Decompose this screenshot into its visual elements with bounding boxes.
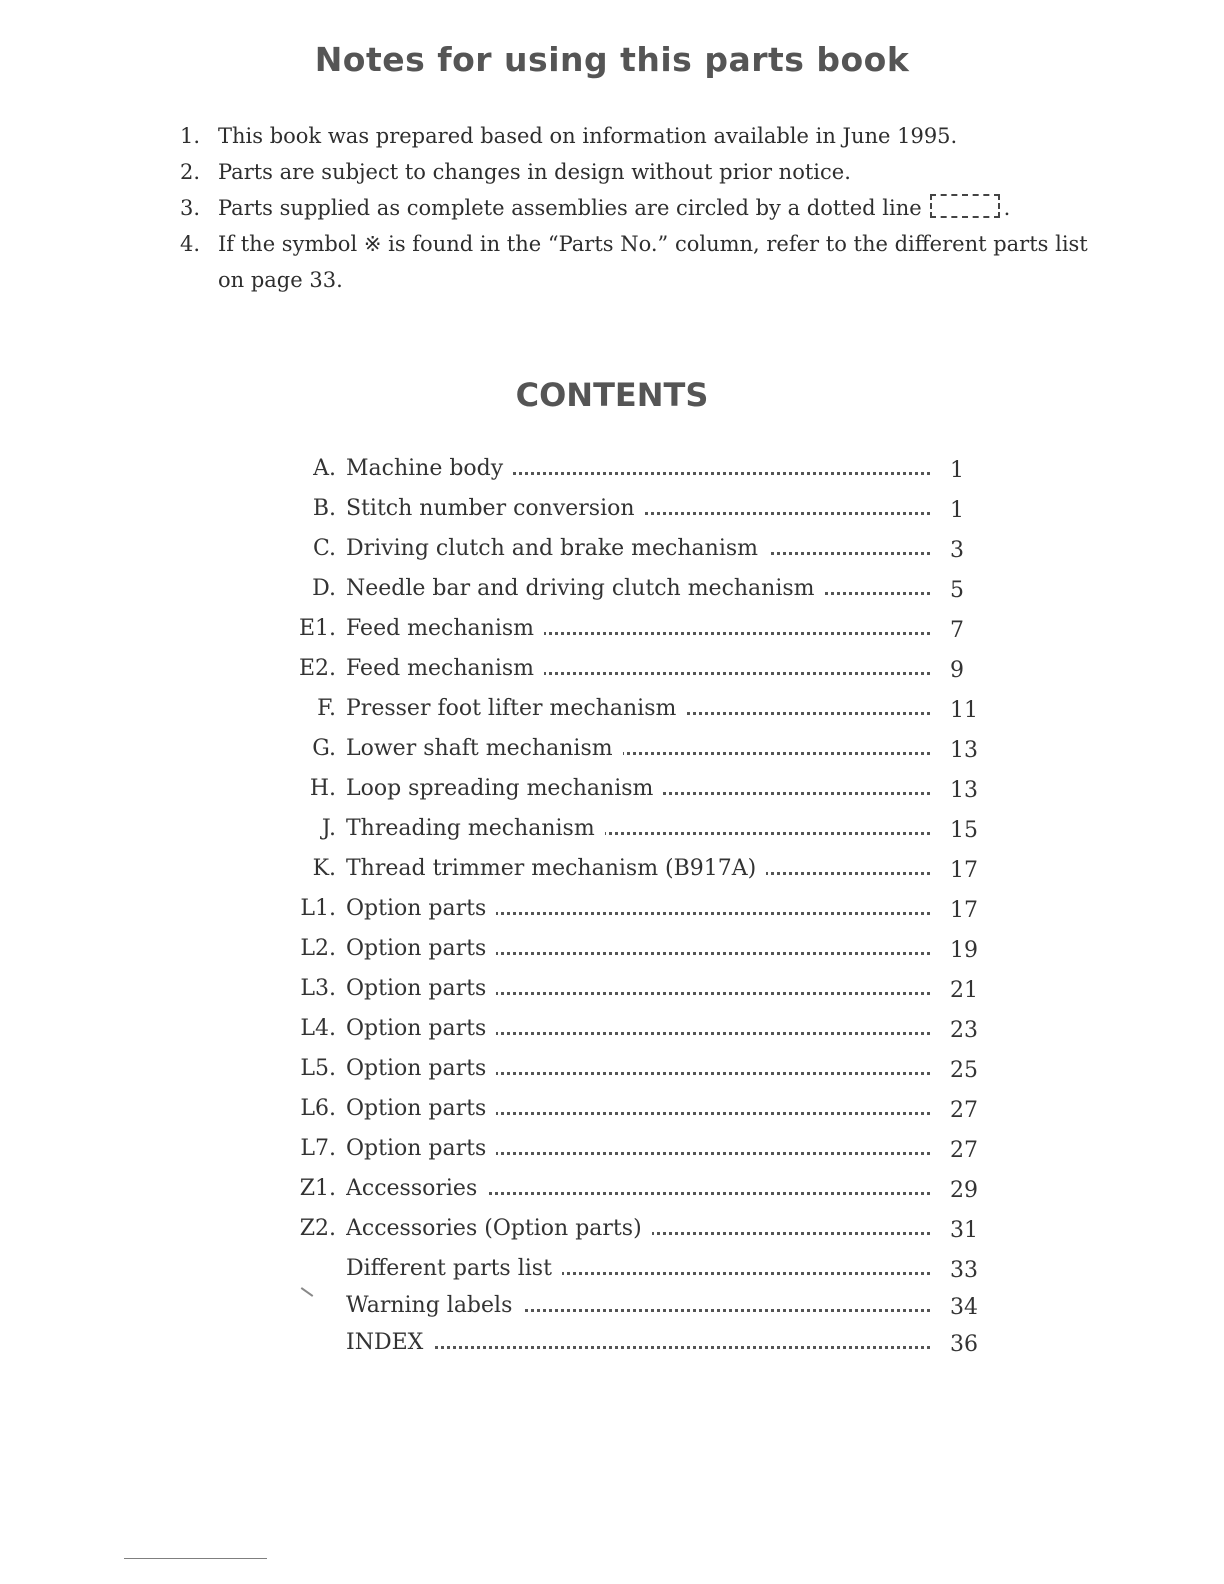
toc-entry-label-text: Stitch number conversion bbox=[346, 496, 645, 521]
toc-entry-page: 27 bbox=[950, 1098, 978, 1123]
toc-entry-label-text: Accessories bbox=[346, 1176, 487, 1201]
toc-entry-key: G. bbox=[312, 736, 336, 761]
toc-entry-label bbox=[346, 776, 930, 801]
toc-entry-page: 1 bbox=[950, 498, 964, 523]
toc-entry bbox=[280, 1212, 1000, 1252]
toc-entry-label bbox=[346, 456, 930, 481]
toc-entry-key: H. bbox=[309, 776, 336, 801]
toc-entry-key: J. bbox=[321, 816, 336, 841]
toc-entry-key: C. bbox=[312, 536, 336, 561]
toc-entry bbox=[280, 612, 1000, 652]
toc-entry-key: B. bbox=[312, 496, 336, 521]
toc-entry-page: 21 bbox=[950, 978, 978, 1003]
toc-entry-label bbox=[346, 856, 930, 881]
toc-entry-label-text: Warning labels bbox=[346, 1293, 522, 1318]
toc-entry bbox=[280, 532, 1000, 572]
toc-entry-label bbox=[346, 1293, 930, 1318]
toc-entry-label bbox=[346, 1256, 930, 1281]
toc-entry-page: 33 bbox=[950, 1258, 978, 1283]
toc-entry bbox=[280, 492, 1000, 532]
toc-entry-page: 1 bbox=[950, 458, 964, 483]
toc-entry-label bbox=[346, 696, 930, 721]
note-text: Parts are subject to changes in design without prior notice. bbox=[218, 160, 851, 184]
toc-entry-page: 23 bbox=[950, 1018, 978, 1043]
toc-entry-label-text: INDEX bbox=[346, 1330, 433, 1355]
toc-entry-label-text: Lower shaft mechanism bbox=[346, 736, 623, 761]
contents-title: CONTENTS bbox=[515, 376, 709, 414]
toc-entry-label bbox=[346, 816, 930, 841]
toc-entry-label bbox=[346, 896, 930, 921]
toc-entry-label-text: Option parts bbox=[346, 936, 496, 961]
toc-entry-label-text: Option parts bbox=[346, 1056, 496, 1081]
toc-entry-key: L5. bbox=[300, 1056, 336, 1081]
toc-entry-label-text: Needle bar and driving clutch mechanism bbox=[346, 576, 825, 601]
toc-entry-label bbox=[346, 616, 930, 641]
table-of-contents bbox=[280, 452, 1000, 1363]
note-item bbox=[180, 118, 1120, 154]
toc-entry-key: L3. bbox=[300, 976, 336, 1001]
toc-entry-key: Z2. bbox=[299, 1216, 336, 1241]
toc-entry-page: 15 bbox=[950, 818, 978, 843]
toc-entry-label-text: Feed mechanism bbox=[346, 616, 544, 641]
note-number: 4. bbox=[180, 232, 201, 256]
toc-entry-label bbox=[346, 496, 930, 521]
note-item bbox=[180, 226, 1120, 298]
toc-entry bbox=[280, 1289, 1000, 1326]
dotted-line-box-icon bbox=[930, 194, 1000, 218]
notes-list bbox=[180, 118, 1120, 298]
toc-entry bbox=[280, 892, 1000, 932]
toc-entry-key: E1. bbox=[298, 616, 336, 641]
toc-entry-label bbox=[346, 536, 930, 561]
toc-entry-label-text: Machine body bbox=[346, 456, 513, 481]
toc-entry-page: 11 bbox=[950, 698, 978, 723]
toc-entry-label-text: Different parts list bbox=[346, 1256, 562, 1281]
toc-entry-page: 13 bbox=[950, 738, 978, 763]
toc-entry-key: L1. bbox=[300, 896, 336, 921]
toc-entry-key: E2. bbox=[298, 656, 336, 681]
toc-entry-key: Z1. bbox=[299, 1176, 336, 1201]
toc-entry-page: 25 bbox=[950, 1058, 978, 1083]
toc-entry bbox=[280, 572, 1000, 612]
toc-entry bbox=[280, 1252, 1000, 1289]
toc-entry bbox=[280, 732, 1000, 772]
toc-entry-label bbox=[346, 656, 930, 681]
toc-entry bbox=[280, 1052, 1000, 1092]
toc-entry-page: 13 bbox=[950, 778, 978, 803]
toc-entry-label-text: Loop spreading mechanism bbox=[346, 776, 663, 801]
toc-entry-label bbox=[346, 1016, 930, 1041]
note-number: 3. bbox=[180, 196, 201, 220]
toc-entry-key: L2. bbox=[300, 936, 336, 961]
toc-entry-page: 19 bbox=[950, 938, 978, 963]
toc-entry bbox=[280, 972, 1000, 1012]
toc-entry-label-text: Driving clutch and brake mechanism bbox=[346, 536, 768, 561]
toc-entry-label-text: Feed mechanism bbox=[346, 656, 544, 681]
note-text: This book was prepared based on information available in June 1995. bbox=[218, 124, 958, 148]
toc-entry bbox=[280, 812, 1000, 852]
toc-entry-key: A. bbox=[313, 456, 336, 481]
note-item bbox=[180, 190, 1120, 226]
note-number: 2. bbox=[180, 160, 201, 184]
note-item bbox=[180, 154, 1120, 190]
toc-entry-page: 7 bbox=[950, 618, 964, 643]
note-number: 1. bbox=[180, 124, 201, 148]
toc-entry-key: L7. bbox=[300, 1136, 336, 1161]
toc-entry-key: L6. bbox=[300, 1096, 336, 1121]
toc-entry bbox=[280, 452, 1000, 492]
toc-entry-label-text: Option parts bbox=[346, 1136, 496, 1161]
toc-entry-label bbox=[346, 576, 930, 601]
toc-entry-key: K. bbox=[312, 856, 336, 881]
note-text: Parts supplied as complete assemblies are circled by a dotted line bbox=[218, 196, 922, 220]
toc-entry-page: 34 bbox=[950, 1295, 978, 1320]
toc-entry-key: L4. bbox=[300, 1016, 336, 1041]
toc-entry-label bbox=[346, 976, 930, 1001]
toc-entry-label-text: Option parts bbox=[346, 896, 496, 921]
note-text: If the symbol ※ is found in the “Parts No.” column, refer to the different parts list on page 33. bbox=[218, 232, 1088, 292]
toc-entry bbox=[280, 932, 1000, 972]
toc-entry-label bbox=[346, 736, 930, 761]
toc-entry-label bbox=[346, 1096, 930, 1121]
toc-entry bbox=[280, 1172, 1000, 1212]
toc-entry-key: D. bbox=[312, 576, 336, 601]
toc-entry-page: 29 bbox=[950, 1178, 978, 1203]
footer-rule bbox=[124, 1558, 267, 1559]
page-title: Notes for using this parts book bbox=[314, 40, 910, 79]
toc-entry bbox=[280, 852, 1000, 892]
toc-entry-page: 5 bbox=[950, 578, 964, 603]
toc-entry-label-text: Threading mechanism bbox=[346, 816, 605, 841]
toc-entry-page: 17 bbox=[950, 858, 978, 883]
toc-entry bbox=[280, 1012, 1000, 1052]
toc-entry bbox=[280, 1326, 1000, 1363]
toc-entry-label-text: Option parts bbox=[346, 1016, 496, 1041]
toc-entry bbox=[280, 1132, 1000, 1172]
toc-entry-label bbox=[346, 1216, 930, 1241]
toc-entry-page: 36 bbox=[950, 1332, 978, 1357]
toc-entry bbox=[280, 1092, 1000, 1132]
toc-entry-key: F. bbox=[317, 696, 336, 721]
toc-entry-page: 31 bbox=[950, 1218, 978, 1243]
toc-entry-label bbox=[346, 1330, 930, 1355]
toc-entry bbox=[280, 692, 1000, 732]
toc-entry-page: 9 bbox=[950, 658, 964, 683]
toc-entry-label-text: Option parts bbox=[346, 1096, 496, 1121]
note-suffix: . bbox=[1003, 196, 1011, 220]
toc-entry-label bbox=[346, 1056, 930, 1081]
toc-entry-label bbox=[346, 1176, 930, 1201]
toc-entry-page: 27 bbox=[950, 1138, 978, 1163]
toc-entry-label-text: Option parts bbox=[346, 976, 496, 1001]
toc-entry-label-text: Thread trimmer mechanism (B917A) bbox=[346, 856, 766, 881]
toc-entry-page: 17 bbox=[950, 898, 978, 923]
toc-entry bbox=[280, 772, 1000, 812]
toc-entry-label-text: Accessories (Option parts) bbox=[346, 1216, 652, 1241]
toc-entry-page: 3 bbox=[950, 538, 964, 563]
toc-entry-label-text: Presser foot lifter mechanism bbox=[346, 696, 686, 721]
toc-entry-label bbox=[346, 1136, 930, 1161]
toc-entry bbox=[280, 652, 1000, 692]
toc-entry-label bbox=[346, 936, 930, 961]
